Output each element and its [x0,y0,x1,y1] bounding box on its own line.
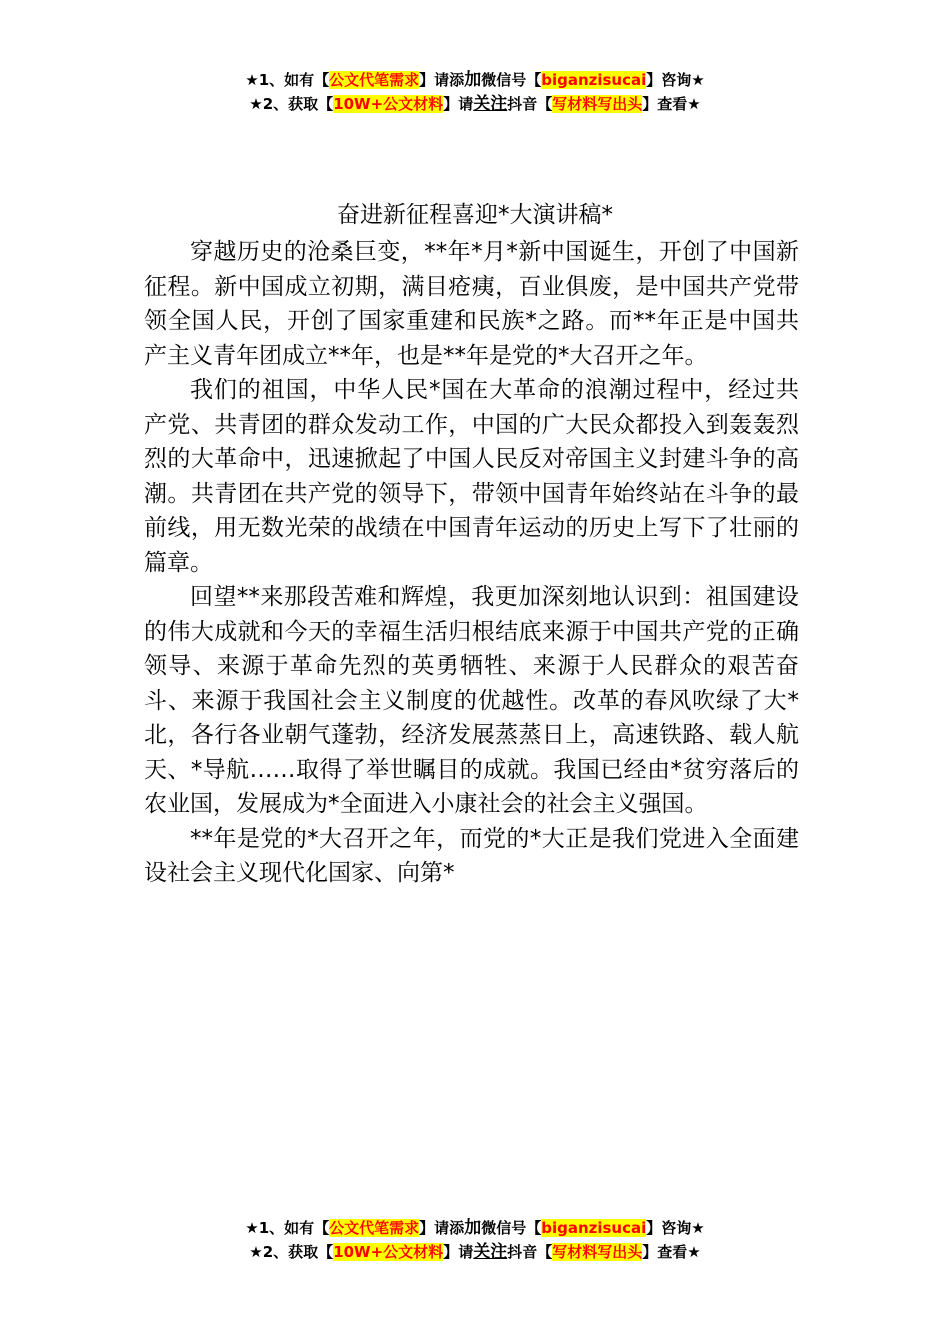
highlight-service: 公文代笔需求 [329,71,420,89]
highlight-wechat-id: biganzisucai [541,71,647,89]
highlight-douyin-account: 写材料写出头 [552,95,643,113]
banner-line-1: ★1、如有【公文代笔需求】请添加微信号【biganzisucai】咨询★ [245,1218,705,1238]
paragraph: 穿越历史的沧桑巨变，**年*月*新中国诞生，开创了中国新征程。新中国成立初期，满目疮痍，百业俱废，是中国共产党带领全国人民，开创了国家重建和民族*之路。而**年正是中国共产主义青年团成立**年，也是**年是党的*大召开之年。 [144,239,799,369]
document-body [144,235,799,891]
paragraph: **年是党的*大召开之年，而党的*大正是我们党进入全面建设社会主义现代化国家、向第* [144,825,799,886]
banner-line-2: ★2、获取【10W+公文材料】请关注抖音【写材料写出头】查看★ [249,94,701,114]
document-title: 奋进新征程喜迎*大演讲稿* [337,202,613,228]
paragraph: 我们的祖国，中华人民*国在大革命的浪潮过程中，经过共产党、共青团的群众发动工作，中国的广大民众都投入到轰轰烈烈的大革命中，迅速掀起了中国人民反对帝国主义封建斗争的高潮。共青团在共产党的领导下，带领中国青年始终站在斗争的最前线，用无数光荣的战绩在中国青年运动的历史上写下了壮丽的篇章。 [144,377,799,576]
highlight-wechat-id: biganzisucai [541,1219,647,1237]
banner-line-1: ★1、如有【公文代笔需求】请添加微信号【biganzisucai】咨询★ [245,70,705,90]
highlight-service: 公文代笔需求 [329,1219,420,1237]
header-banner [0,68,950,116]
footer-banner [0,1216,950,1264]
banner-line-2: ★2、获取【10W+公文材料】请关注抖音【写材料写出头】查看★ [249,1242,701,1262]
highlight-materials: 10W+公文材料 [333,95,444,113]
paragraph: 回望**来那段苦难和辉煌，我更加深刻地认识到：祖国建设的伟大成就和今天的幸福生活归根结底来源于中国共产党的正确领导、来源于革命先烈的英勇牺牲、来源于人民群众的艰苦奋斗、来源于我国社会主义制度的优越性。改革的春风吹绿了大*北，各行各业朝气蓬勃，经济发展蒸蒸日上，高速铁路、载人航天、*导航……取得了举世瞩目的成就。我国已经由*贫穷落后的农业国，发展成为*全面进入小康社会的社会主义强国。 [144,584,799,817]
highlight-materials: 10W+公文材料 [333,1243,444,1261]
highlight-douyin-account: 写材料写出头 [552,1243,643,1261]
